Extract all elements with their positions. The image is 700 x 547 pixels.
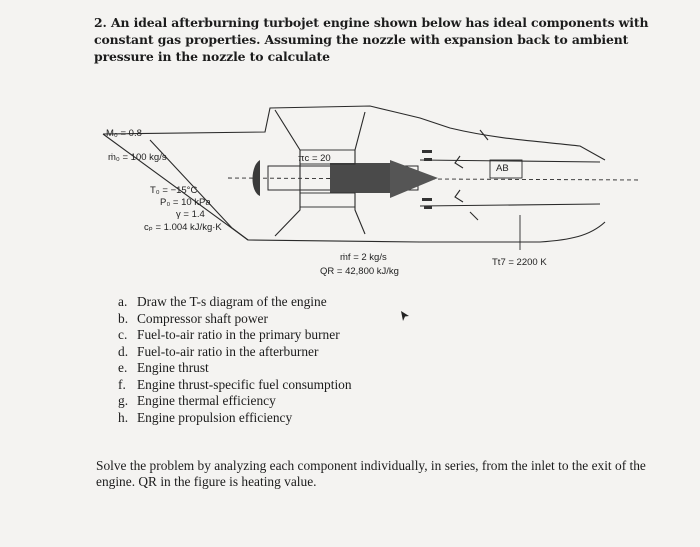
question-statement: 2. An ideal afterburning turbojet engine shown below has ideal components with constant gas properties. Assuming the nozzle with expansion back to ambient pressure in the nozzle to calculate xyxy=(94,15,649,64)
list-item: d. Fuel-to-air ratio in the afterburner xyxy=(118,343,319,359)
spinner-icon xyxy=(253,160,261,196)
pressure-label: P₀ = 10 kPa xyxy=(160,197,211,208)
afterburner-label: AB xyxy=(496,163,509,174)
mass-flow-label: ṁ₀ = 100 kg/s xyxy=(108,152,167,163)
list-item: g. Engine thermal efficiency xyxy=(118,393,276,408)
gamma-label: γ = 1.4 xyxy=(176,209,205,220)
afterburner-temp-label: Tt7 = 2200 K xyxy=(492,257,547,268)
closing-instructions: Solve the problem by analyzing each component individually, in series, from the inlet to the exit of the engine. QR in the figure is heating value. xyxy=(96,458,646,489)
heating-value-label: QR = 42,800 kJ/kg xyxy=(320,266,399,277)
list-item: e. Engine thrust xyxy=(118,360,209,375)
cp-label: cₚ = 1.004 kJ/kg·K xyxy=(144,222,222,233)
afterburner-duct-lower xyxy=(420,204,600,206)
combustor-core xyxy=(330,163,390,193)
list-item: h. Engine propulsion efficiency xyxy=(118,409,293,425)
pressure-ratio-label: πc = 20 xyxy=(298,153,331,164)
mach-label: M₀ = 0.8 xyxy=(106,128,142,139)
temperature-label: T₀ = −15°C xyxy=(150,185,198,196)
list-item: a. Draw the T-s diagram of the engine xyxy=(118,294,327,309)
task-list xyxy=(118,294,352,426)
compressor-casing xyxy=(275,110,300,236)
list-item: f. Engine thrust-specific fuel consumption xyxy=(118,376,352,392)
fuel-flow-label: ṁf = 2 kg/s xyxy=(340,252,387,263)
list-item: b. Compressor shaft power xyxy=(118,310,268,326)
list-item: c. Fuel-to-air ratio in the primary burner xyxy=(118,327,340,342)
cursor-icon xyxy=(400,310,410,322)
nacelle-upper xyxy=(103,106,605,160)
